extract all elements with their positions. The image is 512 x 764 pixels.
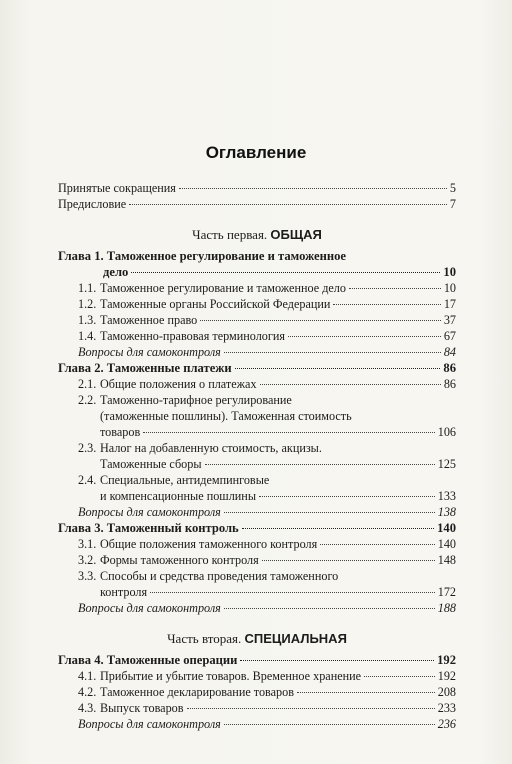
toc-page-number: 192 bbox=[437, 669, 456, 683]
toc-entry-2-3-line2 bbox=[58, 456, 456, 472]
toc-entry-title: Специальные, антидемпинговые bbox=[100, 473, 270, 487]
toc-entry-title: Способы и средства проведения таможенного bbox=[100, 569, 339, 583]
chapter-title-continuation: дело bbox=[103, 265, 129, 279]
toc-entry-title-continuation: товаров bbox=[100, 425, 141, 439]
section-number: 2.4. bbox=[78, 473, 97, 487]
toc-entry-title: Вопросы для самоконтроля bbox=[78, 345, 221, 359]
toc-entry-questions-2 bbox=[58, 504, 456, 520]
dot-leader bbox=[131, 272, 440, 273]
section-number: 1.1. bbox=[78, 281, 97, 295]
toc-page-number: 208 bbox=[437, 685, 456, 699]
toc-entry-title: Налог на добавленную стоимость, акцизы. bbox=[100, 441, 322, 455]
toc-page-number: 10 bbox=[443, 265, 456, 279]
dot-leader bbox=[364, 676, 435, 677]
part-heading-1 bbox=[58, 226, 456, 244]
toc-page-number: 140 bbox=[437, 537, 456, 551]
toc-entry-1-1 bbox=[58, 280, 456, 296]
dot-leader bbox=[179, 188, 447, 189]
toc-entry-2-2-line1 bbox=[58, 392, 456, 408]
chapter-title: Глава 4. Таможенные операции bbox=[58, 653, 238, 667]
toc-entry-2-4-line2 bbox=[58, 488, 456, 504]
toc-entry-questions-3 bbox=[58, 600, 456, 616]
toc-page-number: 84 bbox=[443, 345, 456, 359]
section-number: 2.3. bbox=[78, 441, 97, 455]
section-number: 2.1. bbox=[78, 377, 97, 391]
toc-entry-title-continuation: и компенсационные пошлины bbox=[100, 489, 257, 503]
dot-leader bbox=[205, 464, 435, 465]
dot-leader bbox=[224, 608, 435, 609]
dot-leader bbox=[333, 304, 440, 305]
section-number: 1.3. bbox=[78, 313, 97, 327]
dot-leader bbox=[262, 560, 435, 561]
toc-entry-4-2 bbox=[58, 684, 456, 700]
toc-entry-title: Таможенно-тарифное регулирование bbox=[100, 393, 292, 407]
dot-leader bbox=[224, 724, 435, 725]
chapter-title: Глава 1. Таможенное регулирование и таможенное bbox=[58, 249, 347, 263]
toc-entry-1-3 bbox=[58, 312, 456, 328]
part-heading-2 bbox=[58, 630, 456, 648]
toc-entry-1-4 bbox=[58, 328, 456, 344]
toc-page-number: 236 bbox=[437, 717, 456, 731]
toc-entry-2-1 bbox=[58, 376, 456, 392]
dot-leader bbox=[235, 368, 441, 369]
dot-leader bbox=[288, 336, 441, 337]
toc-entry-title: Выпуск товаров bbox=[100, 701, 184, 715]
section-number: 2.2. bbox=[78, 393, 97, 407]
toc-page-number: 140 bbox=[437, 521, 456, 535]
toc-entry-title: Таможенные органы Российской Федерации bbox=[100, 297, 331, 311]
toc-page-number: 7 bbox=[449, 197, 456, 211]
toc-entry-4-1 bbox=[58, 668, 456, 684]
section-number: 4.1. bbox=[78, 669, 97, 683]
toc-page-number: 86 bbox=[443, 361, 456, 375]
toc-page-number: 233 bbox=[437, 701, 456, 715]
chapter-title: Глава 3. Таможенный контроль bbox=[58, 521, 239, 535]
toc-page-number: 172 bbox=[437, 585, 456, 599]
section-number: 3.3. bbox=[78, 569, 97, 583]
toc-entry-title: Формы таможенного контроля bbox=[100, 553, 259, 567]
toc-entry-title: Предисловие bbox=[58, 197, 127, 211]
toc-entry-2-3-line1 bbox=[58, 440, 456, 456]
toc-entry-2-4-line1 bbox=[58, 472, 456, 488]
dot-leader bbox=[129, 204, 447, 205]
dot-leader bbox=[200, 320, 441, 321]
toc-page-number: 133 bbox=[437, 489, 456, 503]
dot-leader bbox=[150, 592, 435, 593]
dot-leader bbox=[297, 692, 435, 693]
toc-page-number: 17 bbox=[443, 297, 456, 311]
toc-entry-title: Таможенное декларирование товаров bbox=[100, 685, 294, 699]
toc-page-number: 192 bbox=[437, 653, 456, 667]
toc-entry-title: Таможенно-правовая терминология bbox=[100, 329, 286, 343]
dot-leader bbox=[143, 432, 435, 433]
toc-entry-title: Общие положения таможенного контроля bbox=[100, 537, 318, 551]
toc-entry-questions-4 bbox=[58, 716, 456, 732]
toc-page-number: 37 bbox=[443, 313, 456, 327]
dot-leader bbox=[260, 384, 441, 385]
toc-page-number: 148 bbox=[437, 553, 456, 567]
toc-entry-title: Прибытие и убытие товаров. Временное хранение bbox=[100, 669, 362, 683]
toc-page-number: 86 bbox=[443, 377, 456, 391]
dot-leader bbox=[242, 528, 434, 529]
toc-page-number: 5 bbox=[449, 181, 456, 195]
toc-page-number: 10 bbox=[443, 281, 456, 295]
part-prefix: Часть вторая. bbox=[167, 631, 242, 646]
toc-entry-title-continuation: (таможенные пошлины). Таможенная стоимость bbox=[100, 409, 352, 423]
toc-entry-3-3-line1 bbox=[58, 568, 456, 584]
chapter-2-heading bbox=[58, 360, 456, 376]
part-name: ОБЩАЯ bbox=[270, 227, 322, 242]
toc-entry-title: Общие положения о платежах bbox=[100, 377, 257, 391]
toc-entry-abbreviations bbox=[58, 180, 456, 196]
dot-leader bbox=[349, 288, 441, 289]
dot-leader bbox=[187, 708, 435, 709]
part-prefix: Часть первая. bbox=[192, 227, 268, 242]
table-of-contents bbox=[58, 180, 456, 732]
section-number: 4.2. bbox=[78, 685, 97, 699]
section-number: 3.1. bbox=[78, 537, 97, 551]
toc-entry-2-2-line3 bbox=[58, 424, 456, 440]
chapter-3-heading bbox=[58, 520, 456, 536]
page-title: Оглавление bbox=[205, 143, 307, 162]
dot-leader bbox=[320, 544, 435, 545]
toc-entry-3-1 bbox=[58, 536, 456, 552]
toc-page-number: 138 bbox=[437, 505, 456, 519]
section-number: 3.2. bbox=[78, 553, 97, 567]
toc-entry-3-3-line2 bbox=[58, 584, 456, 600]
chapter-1-heading-line2 bbox=[58, 264, 456, 280]
toc-entry-title-continuation: контроля bbox=[100, 585, 148, 599]
section-number: 1.2. bbox=[78, 297, 97, 311]
toc-entry-title: Вопросы для самоконтроля bbox=[78, 505, 221, 519]
toc-entry-title: Принятые сокращения bbox=[58, 181, 176, 195]
toc-entry-title: Вопросы для самоконтроля bbox=[78, 717, 221, 731]
chapter-4-heading bbox=[58, 652, 456, 668]
toc-entry-title: Таможенное регулирование и таможенное дело bbox=[100, 281, 346, 295]
toc-entry-title-continuation: Таможенные сборы bbox=[100, 457, 202, 471]
chapter-title: Глава 2. Таможенные платежи bbox=[58, 361, 232, 375]
toc-page-number: 188 bbox=[437, 601, 456, 615]
dot-leader bbox=[259, 496, 435, 497]
section-number: 4.3. bbox=[78, 701, 97, 715]
toc-entry-preface bbox=[58, 196, 456, 212]
toc-page-number: 106 bbox=[437, 425, 456, 439]
toc-entry-4-3 bbox=[58, 700, 456, 716]
toc-page-number: 67 bbox=[443, 329, 456, 343]
toc-entry-title: Таможенное право bbox=[100, 313, 198, 327]
section-number: 1.4. bbox=[78, 329, 97, 343]
toc-entry-title: Вопросы для самоконтроля bbox=[78, 601, 221, 615]
toc-entry-1-2 bbox=[58, 296, 456, 312]
toc-entry-3-2 bbox=[58, 552, 456, 568]
toc-page-number: 125 bbox=[437, 457, 456, 471]
dot-leader bbox=[224, 512, 435, 513]
toc-entry-2-2-line2 bbox=[58, 408, 456, 424]
dot-leader bbox=[240, 660, 434, 661]
toc-entry-questions-1 bbox=[58, 344, 456, 360]
dot-leader bbox=[224, 352, 441, 353]
chapter-1-heading-line1 bbox=[58, 248, 456, 264]
part-name: СПЕЦИАЛЬНАЯ bbox=[244, 631, 347, 646]
